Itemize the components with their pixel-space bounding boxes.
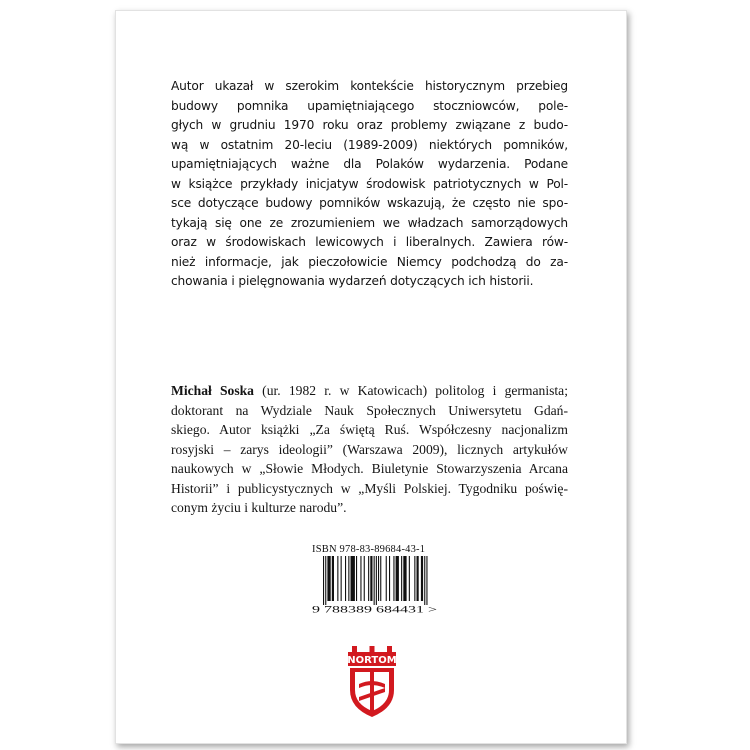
- barcode-digits: 9 788389 684431 >: [312, 604, 437, 614]
- author-bio-line: Historii” i publicystycznych w „Myśli Polskiej. Tygodniku poświę-: [171, 480, 568, 496]
- description-line: oraz w środowiskach lewicowych i liberalnych. Zawiera rów-: [171, 235, 568, 249]
- barcode-bar: [356, 556, 357, 601]
- author-bio-line: doktorant na Wydziale Nauk Społecznych Uniwersytetu Gdań-: [171, 402, 568, 418]
- barcode-bar: [345, 556, 346, 601]
- barcode-bar: [327, 556, 330, 601]
- barcode-graphic: [311, 556, 439, 614]
- description-line: budowy pomnika upamiętniającego stoczniowców, pole-: [171, 98, 568, 113]
- barcode-bar: [414, 556, 415, 601]
- logo-wordmark: NORTOM: [347, 655, 397, 666]
- description-line: sce dotyczące budowy pomników wskazują, że często nie spo-: [171, 196, 568, 210]
- barcode-bar: [360, 556, 361, 601]
- barcode-bar: [417, 556, 419, 601]
- barcode-bar: [374, 556, 375, 605]
- barcode-bar: [332, 556, 334, 601]
- description-line: tykają się one ze zrozumieniem we władzach samorządowych: [171, 215, 568, 230]
- barcode-bar: [351, 556, 355, 601]
- barcode-bar: [403, 556, 406, 601]
- barcode-bar: [341, 556, 342, 601]
- barcode-bar: [386, 556, 387, 601]
- barcode-bar: [380, 556, 381, 601]
- description-line: Autor ukazał w szerokim kontekście historycznym przebieg: [171, 79, 568, 93]
- description-line: upamiętniających ważne dla Polaków wydarzenia. Podane: [171, 157, 568, 171]
- barcode-bar: [348, 556, 349, 601]
- author-bio: [171, 381, 568, 518]
- description-line: nież informacje, jak pieczołowicie Niemcy podchodzą do za-: [171, 254, 568, 269]
- barcode-bar: [389, 556, 390, 601]
- description-line: w książce przykłady inicjatyw środowisk patriotycznych w Pol-: [171, 176, 568, 191]
- barcode-bar: [364, 556, 365, 601]
- barcode-bar: [393, 556, 394, 601]
- barcode-bars: [323, 556, 428, 605]
- description-line: głych w grudniu 1970 roku oraz problemy związane z budo-: [171, 118, 568, 132]
- isbn-barcode: [311, 556, 439, 614]
- description-line: wą w ostatnim 20-leciu (1989-2009) niektórych pomników,: [171, 137, 568, 152]
- book-description: [171, 77, 568, 292]
- barcode-bar: [323, 556, 324, 605]
- author-bio-line: rosyjski – zarys ideologii” (Warszawa 2009), licznych artykułów: [171, 441, 568, 457]
- barcode-bar: [401, 556, 402, 601]
- author-bio-line: skiego. Autor książki „Za świętą Ruś. Współczesny nacjonalizm: [171, 422, 568, 437]
- barcode-bar: [424, 556, 425, 605]
- publisher-logo: [342, 644, 402, 719]
- barcode-bar: [421, 556, 423, 601]
- isbn-label: ISBN 978-83-89684-43-1: [312, 544, 426, 555]
- barcode-bar: [325, 556, 326, 605]
- barcode-bar: [396, 556, 399, 601]
- barcode-bar: [368, 556, 369, 601]
- description-line: chowania i pielęgnowania wydarzeń dotyczących ich historii.: [171, 274, 534, 288]
- barcode-bar: [426, 556, 427, 605]
- author-bio-line: [171, 381, 568, 401]
- author-bio-line: naukowych w „Słowie Młodych. Biuletynie Stowarzyszenia Arcana: [171, 461, 568, 476]
- author-bio-intro: (ur. 1982 r. w Katowicach) politolog i germanista;: [253, 383, 568, 398]
- barcode-bar: [378, 556, 379, 601]
- author-bio-line: conym życiu i kulturze narodu”.: [171, 500, 347, 515]
- author-name: Michał Soska: [171, 383, 254, 398]
- nortom-logo-icon: [342, 644, 402, 719]
- barcode-bar: [337, 556, 338, 601]
- barcode-bar: [409, 556, 410, 601]
- barcode-bar: [370, 556, 372, 601]
- barcode-bar: [376, 556, 377, 605]
